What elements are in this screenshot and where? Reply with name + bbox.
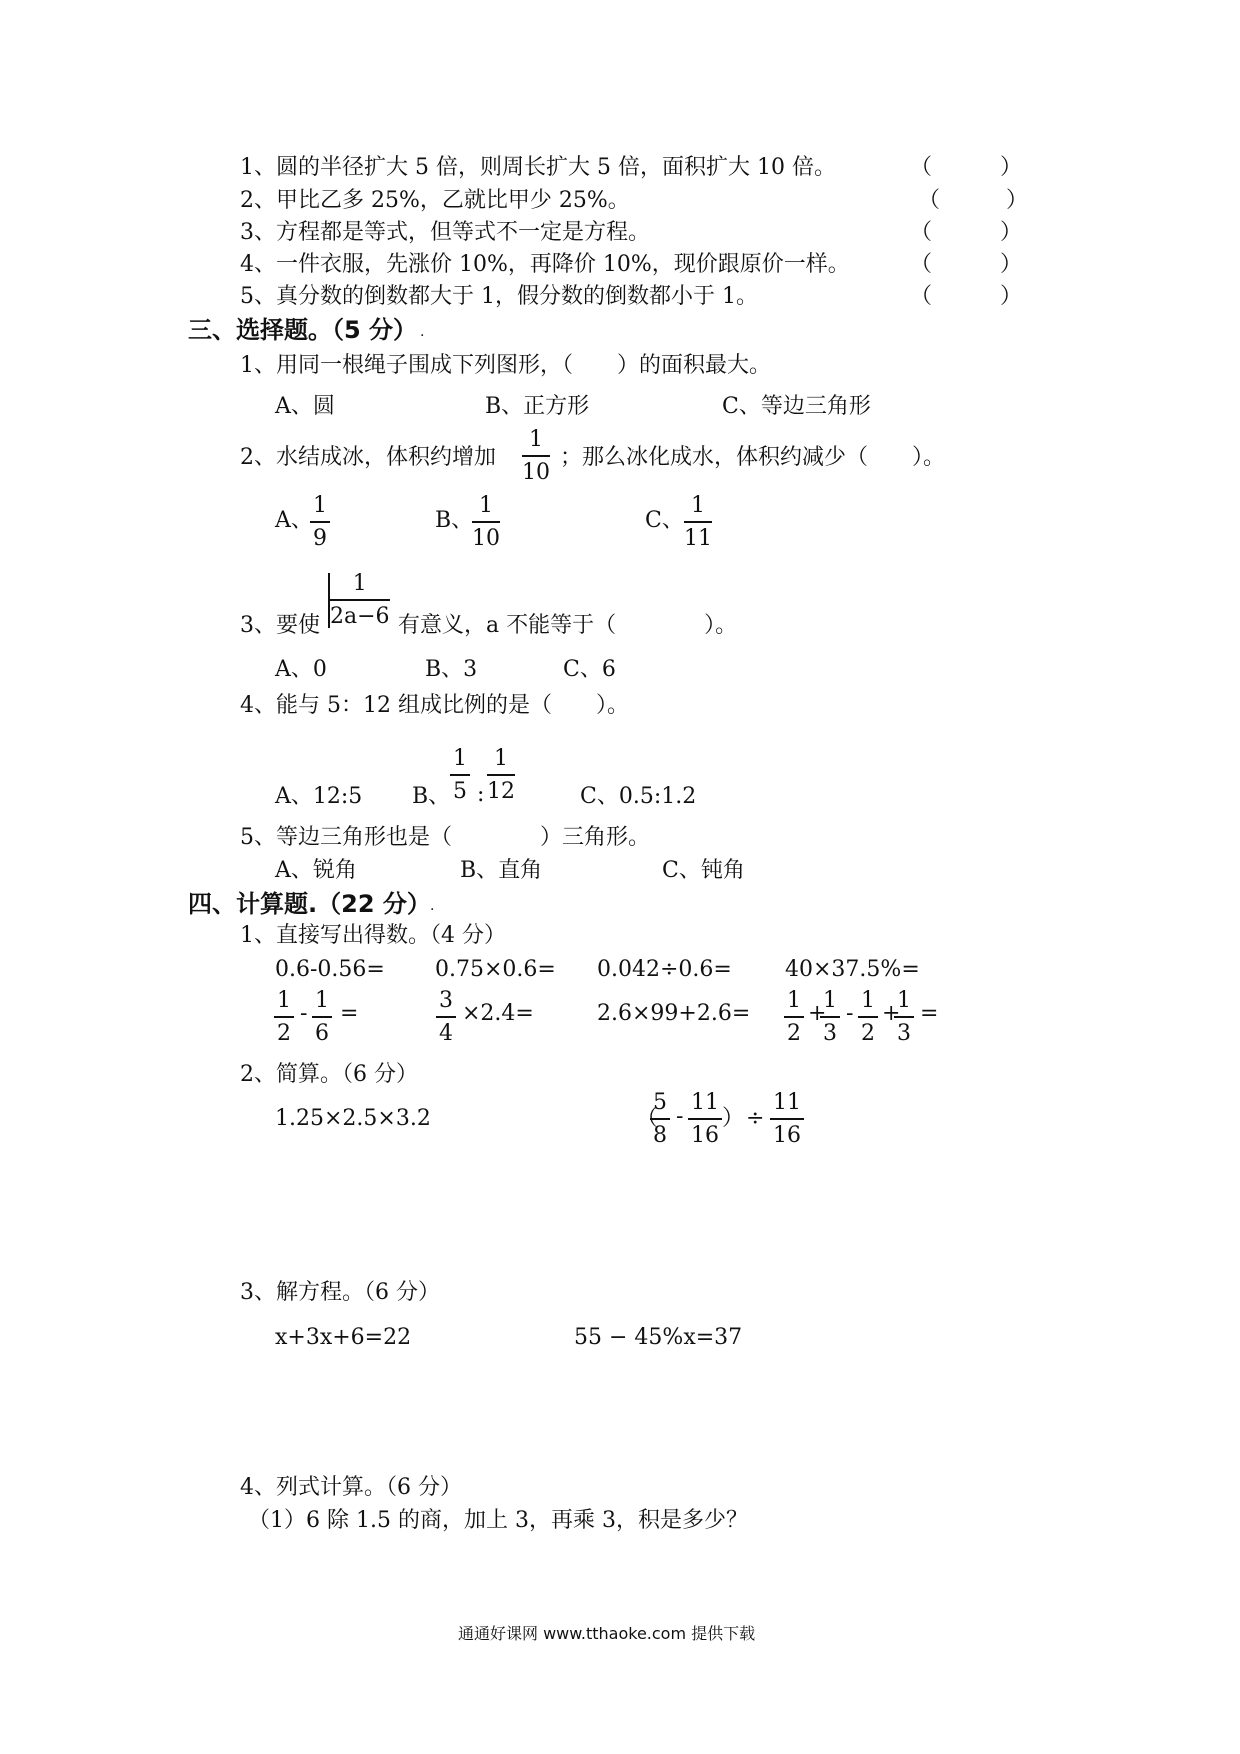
fraction <box>450 748 470 803</box>
judge-item-1: 1、圆的半径扩大 5 倍，则周长扩大 5 倍，面积扩大 10 倍。 <box>240 155 836 180</box>
oral-expr: 40×37.5%= <box>785 957 920 982</box>
numerator: 1 <box>312 990 332 1018</box>
equation: 55 − 45%x=37 <box>574 1325 743 1350</box>
denominator: 2 <box>787 1021 801 1046</box>
operator: + <box>808 1001 827 1026</box>
answer-paren-right: ） <box>1000 220 1023 245</box>
denominator: 3 <box>897 1021 911 1046</box>
choice-q3-post: 有意义，a 不能等于（ ）。 <box>398 613 738 638</box>
option-label: B、 <box>412 784 451 809</box>
fraction <box>858 990 878 1045</box>
oral-expr: 0.75×0.6= <box>435 957 556 982</box>
numerator: 1 <box>522 429 550 457</box>
choice-q3-option-a: A、0 <box>275 657 327 682</box>
fraction <box>770 1092 804 1147</box>
numerator: 1 <box>330 573 390 601</box>
simplify-expr: 1.25×2.5×3.2 <box>275 1106 431 1131</box>
denominator: 9 <box>313 526 327 551</box>
numerator: 1 <box>784 990 804 1018</box>
numerator: 1 <box>274 990 294 1018</box>
numerator: 11 <box>770 1092 804 1120</box>
section-heading-calc: 四、计算题.（22 分） <box>188 890 431 918</box>
oral-expr: 2.6×99+2.6= <box>597 1001 751 1026</box>
choice-q5: 5、等边三角形也是（ ）三角形。 <box>240 825 650 850</box>
fraction <box>784 990 804 1045</box>
numerator: 5 <box>650 1092 670 1120</box>
equation: x+3x+6=22 <box>275 1325 412 1350</box>
oral-expr: 0.6-0.56= <box>275 957 385 982</box>
fraction <box>650 1092 670 1147</box>
option-label: C、 <box>645 508 684 533</box>
choice-q1-option-a: A、圆 <box>275 394 335 419</box>
choice-q3-option-c: C、6 <box>563 657 616 682</box>
operator: - <box>846 1001 854 1026</box>
fraction <box>274 990 294 1045</box>
oral-expr: 0.042÷0.6= <box>597 957 732 982</box>
numerator: 1 <box>858 990 878 1018</box>
fraction <box>820 990 840 1045</box>
denominator: 6 <box>315 1021 329 1046</box>
denominator: 3 <box>823 1021 837 1046</box>
option-label: A、 <box>275 508 313 533</box>
calc-s1-title: 1、直接写出得数。（4 分） <box>240 923 506 948</box>
choice-q5-option-a: A、锐角 <box>275 858 357 883</box>
answer-paren-left: （ <box>910 252 933 277</box>
judge-item-5: 5、真分数的倒数都大于 1，假分数的倒数都小于 1。 <box>240 284 758 309</box>
choice-q5-option-b: B、直角 <box>460 858 543 883</box>
numerator: 1 <box>450 748 470 776</box>
numerator: 1 <box>310 495 330 523</box>
judge-item-3: 3、方程都是等式，但等式不一定是方程。 <box>240 220 650 245</box>
paren-right: ） <box>722 1106 745 1131</box>
footer-credit: 通通好课网 www.tthaoke.com 提供下载 <box>458 1624 756 1643</box>
fraction-radical <box>328 573 390 628</box>
numerator: 3 <box>436 990 456 1018</box>
denominator: 16 <box>773 1123 801 1148</box>
equals-sign: = <box>340 1001 359 1026</box>
choice-q3-option-b: B、3 <box>425 657 478 682</box>
denominator: 2 <box>277 1021 291 1046</box>
numerator: 11 <box>688 1092 722 1120</box>
choice-q1: 1、用同一根绳子围成下列图形，（ ）的面积最大。 <box>240 353 771 378</box>
ratio-sign: : <box>477 782 485 807</box>
answer-paren-right: ） <box>1006 188 1029 213</box>
choice-q5-option-c: C、钝角 <box>662 858 745 883</box>
fraction <box>312 990 332 1045</box>
fraction <box>472 495 500 550</box>
choice-q3-pre: 3、要使 <box>240 613 320 638</box>
calc-s3-title: 3、解方程。（6 分） <box>240 1280 440 1305</box>
calc-s4-title: 4、列式计算。（6 分） <box>240 1475 462 1500</box>
judge-item-4: 4、一件衣服，先涨价 10%，再降价 10%，现价跟原价一样。 <box>240 252 850 277</box>
choice-q4-option-c: C、0.5:1.2 <box>580 784 697 809</box>
choice-q1-option-c: C、等边三角形 <box>722 394 871 419</box>
answer-paren-left: （ <box>918 188 941 213</box>
numerator: 1 <box>472 495 500 523</box>
operator: + <box>882 1001 901 1026</box>
fraction <box>894 990 914 1045</box>
operator: - <box>300 1001 308 1026</box>
answer-paren-right: ） <box>1000 284 1023 309</box>
calc-s4-q1: （1）6 除 1.5 的商，加上 3，再乘 3，积是多少？ <box>248 1508 748 1533</box>
numerator: 1 <box>894 990 914 1018</box>
calc-s2-title: 2、简算。（6 分） <box>240 1062 418 1087</box>
option-label: B、 <box>435 508 474 533</box>
divide-sign: ÷ <box>746 1106 765 1131</box>
section-heading-choice: 三、选择题。（5 分） <box>188 316 418 344</box>
denominator: 5 <box>453 779 467 804</box>
oral-expr-rest: ×2.4= <box>462 1001 534 1026</box>
answer-paren-right: ） <box>1000 155 1023 180</box>
fraction <box>684 495 712 550</box>
judge-item-2: 2、甲比乙多 25%，乙就比甲少 25%。 <box>240 188 630 213</box>
denominator: 2 <box>861 1021 875 1046</box>
denominator: 4 <box>439 1021 453 1046</box>
denominator: 8 <box>653 1123 667 1148</box>
choice-q1-option-b: B、正方形 <box>485 394 590 419</box>
choice-q4-option-a: A、12:5 <box>275 784 363 809</box>
denominator: 10 <box>472 526 500 551</box>
choice-q2-post: ；那么冰化成水，体积约减少（ ）。 <box>560 445 946 470</box>
stray-mark: . <box>420 324 425 340</box>
denominator: 10 <box>522 460 550 485</box>
fraction <box>487 748 515 803</box>
paren-left: （ <box>636 1106 659 1131</box>
numerator: 1 <box>684 495 712 523</box>
operator: - <box>676 1104 684 1129</box>
choice-q4: 4、能与 5：12 组成比例的是（ ）。 <box>240 693 629 718</box>
answer-paren-left: （ <box>910 284 933 309</box>
stray-mark: . <box>430 898 435 914</box>
choice-q2-pre: 2、水结成冰，体积约增加 <box>240 445 496 470</box>
numerator: 1 <box>820 990 840 1018</box>
denominator: 12 <box>487 779 515 804</box>
denominator: 2a−6 <box>330 604 390 629</box>
answer-paren-left: （ <box>910 155 933 180</box>
fraction <box>310 495 330 550</box>
numerator: 1 <box>487 748 515 776</box>
answer-paren-left: （ <box>910 220 933 245</box>
fraction <box>436 990 456 1045</box>
denominator: 11 <box>684 526 712 551</box>
fraction <box>688 1092 722 1147</box>
equals-sign: = <box>920 1001 939 1026</box>
denominator: 16 <box>691 1123 719 1148</box>
answer-paren-right: ） <box>1000 252 1023 277</box>
fraction <box>522 429 550 484</box>
